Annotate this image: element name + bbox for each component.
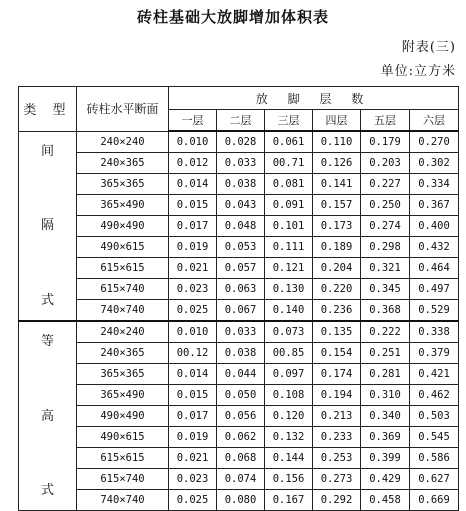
value-cell: 0.345 bbox=[361, 279, 410, 300]
value-cell: 0.251 bbox=[361, 343, 410, 364]
value-cell: 0.043 bbox=[217, 195, 265, 216]
value-cell: 0.056 bbox=[217, 406, 265, 427]
value-cell: 0.400 bbox=[410, 216, 459, 237]
section-cell: 365×490 bbox=[77, 385, 169, 406]
header-floor: 四层 bbox=[313, 110, 361, 132]
value-cell: 0.503 bbox=[410, 406, 459, 427]
value-cell: 0.019 bbox=[169, 427, 217, 448]
value-cell: 0.270 bbox=[410, 131, 459, 153]
value-cell: 0.021 bbox=[169, 448, 217, 469]
table-row bbox=[19, 385, 459, 406]
value-cell: 0.141 bbox=[313, 174, 361, 195]
value-cell: 0.462 bbox=[410, 385, 459, 406]
type-char: 式 bbox=[40, 483, 54, 498]
value-cell: 0.497 bbox=[410, 279, 459, 300]
type-char: 隔 bbox=[40, 218, 54, 233]
value-cell: 0.156 bbox=[265, 469, 313, 490]
value-cell: 0.091 bbox=[265, 195, 313, 216]
value-cell: 0.038 bbox=[217, 174, 265, 195]
value-cell: 0.033 bbox=[217, 321, 265, 343]
value-cell: 0.340 bbox=[361, 406, 410, 427]
value-cell: 0.429 bbox=[361, 469, 410, 490]
value-cell: 0.213 bbox=[313, 406, 361, 427]
value-cell: 0.126 bbox=[313, 153, 361, 174]
table-row bbox=[19, 300, 459, 322]
value-cell: 0.367 bbox=[410, 195, 459, 216]
value-cell: 0.073 bbox=[265, 321, 313, 343]
value-cell: 0.273 bbox=[313, 469, 361, 490]
value-cell: 0.154 bbox=[313, 343, 361, 364]
type-label bbox=[19, 330, 76, 498]
value-cell: 0.298 bbox=[361, 237, 410, 258]
value-cell: 0.010 bbox=[169, 131, 217, 153]
value-cell: 0.057 bbox=[217, 258, 265, 279]
value-cell: 0.464 bbox=[410, 258, 459, 279]
value-cell: 0.048 bbox=[217, 216, 265, 237]
table-row bbox=[19, 364, 459, 385]
header-floor: 二层 bbox=[217, 110, 265, 132]
value-cell: 0.019 bbox=[169, 237, 217, 258]
value-cell: 0.167 bbox=[265, 490, 313, 511]
table-row bbox=[19, 427, 459, 448]
value-cell: 0.302 bbox=[410, 153, 459, 174]
page-title: 砖柱基础大放脚增加体积表 bbox=[136, 8, 329, 26]
unit-label: 单位:立方米 bbox=[380, 64, 456, 79]
value-cell: 0.399 bbox=[361, 448, 410, 469]
value-cell: 0.338 bbox=[410, 321, 459, 343]
value-cell: 0.144 bbox=[265, 448, 313, 469]
value-cell: 0.074 bbox=[217, 469, 265, 490]
value-cell: 00.71 bbox=[265, 153, 313, 174]
value-cell: 0.227 bbox=[361, 174, 410, 195]
table-row bbox=[19, 469, 459, 490]
value-cell: 0.194 bbox=[313, 385, 361, 406]
value-cell: 0.222 bbox=[361, 321, 410, 343]
value-cell: 0.053 bbox=[217, 237, 265, 258]
type-char: 等 bbox=[40, 334, 54, 349]
table-row bbox=[19, 195, 459, 216]
table-row bbox=[19, 153, 459, 174]
header-floor: 六层 bbox=[410, 110, 459, 132]
value-cell: 0.110 bbox=[313, 131, 361, 153]
value-cell: 0.050 bbox=[217, 385, 265, 406]
value-cell: 0.130 bbox=[265, 279, 313, 300]
value-cell: 0.025 bbox=[169, 490, 217, 511]
table-row bbox=[19, 321, 459, 343]
value-cell: 0.120 bbox=[265, 406, 313, 427]
value-cell: 0.010 bbox=[169, 321, 217, 343]
value-cell: 0.379 bbox=[410, 343, 459, 364]
table-row bbox=[19, 131, 459, 153]
type-cell bbox=[19, 321, 77, 511]
table-row bbox=[19, 279, 459, 300]
value-cell: 0.121 bbox=[265, 258, 313, 279]
value-cell: 0.135 bbox=[313, 321, 361, 343]
type-char: 间 bbox=[40, 143, 54, 159]
value-cell: 0.545 bbox=[410, 427, 459, 448]
value-cell: 0.220 bbox=[313, 279, 361, 300]
value-cell: 0.529 bbox=[410, 300, 459, 322]
table-row bbox=[19, 258, 459, 279]
table-body bbox=[19, 131, 459, 511]
value-cell: 0.421 bbox=[410, 364, 459, 385]
value-cell: 0.310 bbox=[361, 385, 410, 406]
value-cell: 0.179 bbox=[361, 131, 410, 153]
value-cell: 0.033 bbox=[217, 153, 265, 174]
value-cell: 0.233 bbox=[313, 427, 361, 448]
value-cell: 0.627 bbox=[410, 469, 459, 490]
value-cell: 0.236 bbox=[313, 300, 361, 322]
value-cell: 0.017 bbox=[169, 406, 217, 427]
value-cell: 0.173 bbox=[313, 216, 361, 237]
value-cell: 0.203 bbox=[361, 153, 410, 174]
value-cell: 0.132 bbox=[265, 427, 313, 448]
value-cell: 0.063 bbox=[217, 279, 265, 300]
value-cell: 0.014 bbox=[169, 174, 217, 195]
section-cell: 615×615 bbox=[77, 258, 169, 279]
section-cell: 490×490 bbox=[77, 406, 169, 427]
section-cell: 240×365 bbox=[77, 343, 169, 364]
value-cell: 0.274 bbox=[361, 216, 410, 237]
value-cell: 0.250 bbox=[361, 195, 410, 216]
section-cell: 365×365 bbox=[77, 364, 169, 385]
type-char: 式 bbox=[40, 292, 54, 308]
value-cell: 0.204 bbox=[313, 258, 361, 279]
value-cell: 0.157 bbox=[313, 195, 361, 216]
value-cell: 0.097 bbox=[265, 364, 313, 385]
table-row bbox=[19, 216, 459, 237]
header-section: 砖柱水平断面 bbox=[77, 87, 169, 132]
value-cell: 0.062 bbox=[217, 427, 265, 448]
value-cell: 0.012 bbox=[169, 153, 217, 174]
value-cell: 0.015 bbox=[169, 385, 217, 406]
value-cell: 00.85 bbox=[265, 343, 313, 364]
value-cell: 0.101 bbox=[265, 216, 313, 237]
table-row bbox=[19, 343, 459, 364]
value-cell: 0.140 bbox=[265, 300, 313, 322]
header-floor: 三层 bbox=[265, 110, 313, 132]
table-header bbox=[19, 87, 459, 132]
value-cell: 0.068 bbox=[217, 448, 265, 469]
value-cell: 0.669 bbox=[410, 490, 459, 511]
section-cell: 365×365 bbox=[77, 174, 169, 195]
section-cell: 240×240 bbox=[77, 131, 169, 153]
value-cell: 0.174 bbox=[313, 364, 361, 385]
section-cell: 490×615 bbox=[77, 237, 169, 258]
header-floor: 一层 bbox=[169, 110, 217, 132]
appendix-label: 附表(三) bbox=[401, 40, 456, 55]
section-cell: 240×240 bbox=[77, 321, 169, 343]
section-cell: 490×615 bbox=[77, 427, 169, 448]
table-row bbox=[19, 174, 459, 195]
value-cell: 0.369 bbox=[361, 427, 410, 448]
value-cell: 0.189 bbox=[313, 237, 361, 258]
header-layers: 放 脚 层 数 bbox=[169, 87, 459, 110]
value-cell: 0.368 bbox=[361, 300, 410, 322]
value-cell: 0.023 bbox=[169, 469, 217, 490]
header-floor: 五层 bbox=[361, 110, 410, 132]
section-cell: 615×615 bbox=[77, 448, 169, 469]
value-cell: 0.321 bbox=[361, 258, 410, 279]
value-cell: 00.12 bbox=[169, 343, 217, 364]
value-cell: 0.080 bbox=[217, 490, 265, 511]
value-cell: 0.067 bbox=[217, 300, 265, 322]
value-cell: 0.253 bbox=[313, 448, 361, 469]
value-cell: 0.017 bbox=[169, 216, 217, 237]
value-cell: 0.586 bbox=[410, 448, 459, 469]
value-cell: 0.081 bbox=[265, 174, 313, 195]
value-cell: 0.432 bbox=[410, 237, 459, 258]
table-row bbox=[19, 406, 459, 427]
value-cell: 0.044 bbox=[217, 364, 265, 385]
value-cell: 0.458 bbox=[361, 490, 410, 511]
value-cell: 0.334 bbox=[410, 174, 459, 195]
type-label bbox=[19, 140, 76, 308]
table-row bbox=[19, 490, 459, 511]
value-cell: 0.025 bbox=[169, 300, 217, 322]
value-cell: 0.038 bbox=[217, 343, 265, 364]
value-cell: 0.281 bbox=[361, 364, 410, 385]
value-cell: 0.015 bbox=[169, 195, 217, 216]
value-cell: 0.292 bbox=[313, 490, 361, 511]
volume-table bbox=[18, 86, 459, 511]
section-cell: 490×490 bbox=[77, 216, 169, 237]
section-cell: 615×740 bbox=[77, 279, 169, 300]
table-row bbox=[19, 448, 459, 469]
type-cell bbox=[19, 131, 77, 321]
section-cell: 365×490 bbox=[77, 195, 169, 216]
value-cell: 0.028 bbox=[217, 131, 265, 153]
type-char: 高 bbox=[40, 408, 54, 424]
value-cell: 0.111 bbox=[265, 237, 313, 258]
section-cell: 240×365 bbox=[77, 153, 169, 174]
table-row bbox=[19, 237, 459, 258]
value-cell: 0.023 bbox=[169, 279, 217, 300]
value-cell: 0.061 bbox=[265, 131, 313, 153]
header-type: 类 型 bbox=[19, 87, 77, 132]
section-cell: 615×740 bbox=[77, 469, 169, 490]
value-cell: 0.021 bbox=[169, 258, 217, 279]
value-cell: 0.014 bbox=[169, 364, 217, 385]
section-cell: 740×740 bbox=[77, 300, 169, 322]
value-cell: 0.108 bbox=[265, 385, 313, 406]
section-cell: 740×740 bbox=[77, 490, 169, 511]
